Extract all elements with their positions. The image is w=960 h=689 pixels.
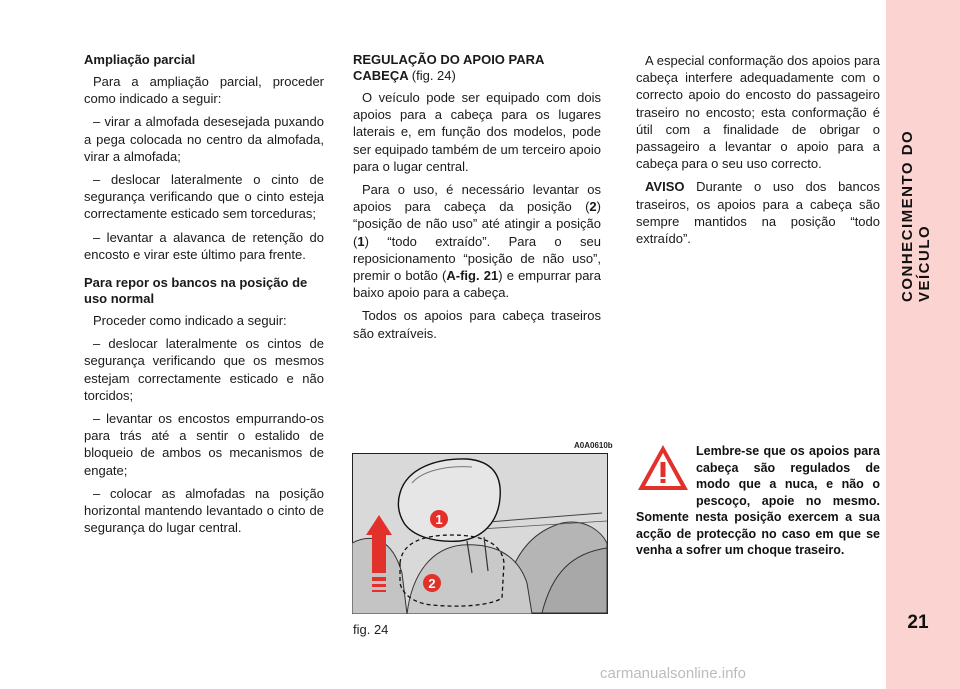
paragraph: Proceder como indicado a seguir: xyxy=(93,313,287,329)
heading-headrest-adjustment xyxy=(353,52,601,84)
heading-partial-extension: Ampliação parcial xyxy=(84,52,196,67)
figure-code: A0A0610b xyxy=(574,441,613,450)
headrest-illustration xyxy=(352,453,608,614)
paragraph: – levantar os encostos empurrando-os para trás até a sentir o estalido de bloqueio de ambos os mecanismos de engate; xyxy=(84,411,324,478)
column-3 xyxy=(636,52,880,253)
paragraph-warning: AVISO Durante o uso dos bancos traseiros, os apoios para a cabeça são sempre mantidos na posição “todo extraído”. xyxy=(636,179,880,247)
column-1 xyxy=(84,52,324,542)
paragraph: – deslocar lateralmente os cintos de segurança verificando que os mesmos estejam correctamente esticado e não torcidos; xyxy=(84,336,324,403)
paragraph: Para a ampliação parcial, proceder como indicado a seguir: xyxy=(84,74,324,107)
paragraph: O veículo pode ser equipado com dois apoios para a cabeça para os lugares laterais e, em função dos modelos, pode ser equipado também de um terceiro apoio para o lugar central. xyxy=(353,90,601,174)
section-title: CONHECIMENTO DO VEÍCULO xyxy=(899,129,933,302)
paragraph: Todos os apoios para cabeça traseiros são extraíveis. xyxy=(353,308,601,341)
svg-text:1: 1 xyxy=(435,512,443,527)
heading-fig-ref: (fig. 24) xyxy=(411,68,456,83)
figure-headrest xyxy=(352,453,608,614)
page-number: 21 xyxy=(907,612,929,633)
paragraph: Para o uso, é necessário levantar os apoios para cabeça da posição (2) “posição de não uso” até atingir a posição (1) “todo extraído”. Para o seu reposicionamento “posição de não uso”, premir o botão (A-fig. 21) e empurrar para baixo apoio para a cabeça. xyxy=(353,182,601,301)
paragraph: – levantar a alavanca de retenção do encosto e virar este último para frente. xyxy=(84,229,324,262)
paragraph: A especial conformação dos apoios para cabeça interfere adequadamente com o correcto apoio do encosto do passageiro traseiro no encosto; esta conformação é útil com a finalidade de obrigar o passageiro a levantar o apoio para a cabeça para o seu uso correcto. xyxy=(636,53,880,172)
warning-triangle-icon xyxy=(636,443,690,493)
svg-text:2: 2 xyxy=(428,576,436,591)
warning-box xyxy=(636,443,880,559)
heading-restore-seats: Para repor os bancos na posição de uso normal xyxy=(84,275,308,307)
warning-text: Lembre-se que os apoios para cabeça são regulados de modo que a nuca, e não o pescoço, apoie no mesmo. Somente nesta posição exercem a sua acção de protecção no caso em que se venha a sofrer um choque traseiro. xyxy=(636,444,880,557)
figure-caption: fig. 24 xyxy=(353,622,389,637)
paragraph: – colocar as almofadas na posição horizontal mantendo levantado o cinto de segurança do lugar central. xyxy=(84,485,324,536)
paragraph: – deslocar lateralmente o cinto de segurança verificando que o cinto esteja correctamente esticado sem torceduras; xyxy=(84,172,324,222)
heading-text: REGULAÇÃO DO APOIO PARA CABEÇA xyxy=(353,52,544,83)
paragraph: – virar a almofada desesejada puxando a pega colocada no centro da almofada, virar a almofada; xyxy=(84,114,324,164)
aviso-label: AVISO xyxy=(645,179,685,195)
watermark: carmanualsonline.info xyxy=(600,665,746,682)
column-2 xyxy=(353,52,601,348)
